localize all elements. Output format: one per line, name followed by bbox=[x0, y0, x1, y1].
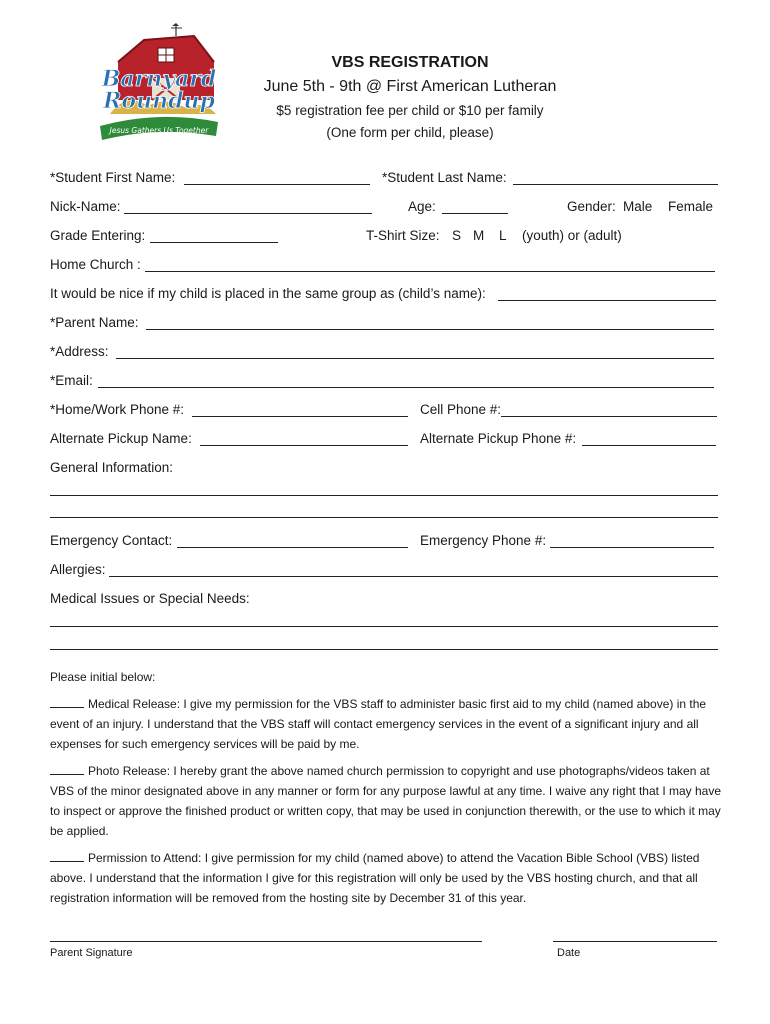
parent-signature-field[interactable] bbox=[50, 941, 482, 942]
medical-release-text: Medical Release: I give my permission for the VBS staff to administer basic first aid to my child (named above) in the event of an injury. I understand that the VBS staff will contact emergency services in the event of a significant injury and all expenses for such emergency services will be paid by me. bbox=[50, 697, 707, 751]
age-label: Age: bbox=[408, 199, 436, 214]
last-name-label: *Student Last Name: bbox=[382, 170, 507, 185]
gender-male-option[interactable]: Male bbox=[623, 199, 653, 214]
general-info-label: General Information: bbox=[50, 460, 174, 475]
one-form-note: (One form per child, please) bbox=[326, 125, 494, 140]
last-name-field[interactable] bbox=[513, 184, 718, 185]
email-field[interactable] bbox=[98, 387, 714, 388]
youth-adult-option[interactable]: (youth) or (adult) bbox=[522, 228, 622, 243]
photo-release-paragraph bbox=[50, 761, 730, 841]
home-phone-field[interactable] bbox=[192, 416, 408, 417]
home-church-field[interactable] bbox=[145, 271, 715, 272]
parent-signature-label: Parent Signature bbox=[50, 947, 133, 959]
photo-release-text: Photo Release: I hereby grant the above named church permission to copyright and use photographs/videos taken at VBS of the minor designated above in any manner or form for any purpose lawful at any time. I waive any right that I may have to inspect or approve the finished product or written copy, that may be used in conjunction therewith, or the use to which it may be applied. bbox=[50, 764, 722, 838]
tshirt-label: T-Shirt Size: bbox=[366, 228, 440, 243]
general-info-line-2[interactable] bbox=[50, 517, 718, 518]
home-church-label: Home Church : bbox=[50, 257, 141, 272]
medical-release-initial-field[interactable] bbox=[50, 695, 84, 708]
grade-label: Grade Entering: bbox=[50, 228, 146, 243]
form-title: VBS REGISTRATION bbox=[331, 54, 489, 71]
first-name-label: *Student First Name: bbox=[50, 170, 176, 185]
alt-pickup-phone-field[interactable] bbox=[582, 445, 716, 446]
allergies-label: Allergies: bbox=[50, 562, 106, 577]
medical-issues-line-1[interactable] bbox=[50, 626, 718, 627]
attend-permission-text: Permission to Attend: I give permission for my child (named above) to attend the Vacation Bible School (VBS) listed above. I understand that the information I give for this registration will only be used by the VBS hosting church, and that all registration information will be removed from the hosting site by December 31 of this year. bbox=[50, 851, 700, 905]
logo-text-roundup: Roundup bbox=[103, 88, 215, 114]
email-label: *Email: bbox=[50, 373, 93, 388]
size-s-option[interactable]: S bbox=[452, 228, 462, 243]
group-preference-label: It would be nice if my child is placed in the same group as (child’s name): bbox=[50, 286, 486, 301]
attend-permission-paragraph bbox=[50, 848, 730, 908]
home-phone-label: *Home/Work Phone #: bbox=[50, 402, 185, 417]
parent-name-field[interactable] bbox=[146, 329, 714, 330]
alt-pickup-name-field[interactable] bbox=[200, 445, 408, 446]
cell-phone-label: Cell Phone #: bbox=[420, 402, 502, 417]
event-dates: June 5th - 9th @ First American Lutheran bbox=[263, 78, 557, 95]
size-l-option[interactable]: L bbox=[499, 228, 507, 243]
barnyard-roundup-logo bbox=[96, 22, 222, 144]
emergency-phone-label: Emergency Phone #: bbox=[420, 533, 547, 548]
date-label: Date bbox=[557, 947, 581, 959]
address-label: *Address: bbox=[50, 344, 109, 359]
alt-pickup-phone-label: Alternate Pickup Phone #: bbox=[420, 431, 577, 446]
address-field[interactable] bbox=[116, 358, 714, 359]
initial-below-label: Please initial below: bbox=[50, 670, 156, 684]
medical-issues-line-2[interactable] bbox=[50, 649, 718, 650]
grade-field[interactable] bbox=[150, 242, 278, 243]
attend-permission-initial-field[interactable] bbox=[50, 849, 84, 862]
cell-phone-field[interactable] bbox=[501, 416, 717, 417]
size-m-option[interactable]: M bbox=[473, 228, 485, 243]
medical-release-paragraph bbox=[50, 694, 730, 754]
alt-pickup-name-label: Alternate Pickup Name: bbox=[50, 431, 192, 446]
general-info-line-1[interactable] bbox=[50, 495, 718, 496]
gender-female-option[interactable]: Female bbox=[668, 199, 714, 214]
emergency-contact-field[interactable] bbox=[177, 547, 408, 548]
allergies-field[interactable] bbox=[109, 576, 718, 577]
parent-name-label: *Parent Name: bbox=[50, 315, 139, 330]
medical-issues-label: Medical Issues or Special Needs: bbox=[50, 591, 250, 606]
date-field[interactable] bbox=[553, 941, 717, 942]
group-preference-field[interactable] bbox=[498, 300, 716, 301]
first-name-field[interactable] bbox=[184, 184, 370, 185]
gender-label: Gender: bbox=[567, 199, 616, 214]
nick-name-label: Nick-Name: bbox=[50, 199, 121, 214]
age-field[interactable] bbox=[442, 213, 508, 214]
nick-name-field[interactable] bbox=[124, 213, 372, 214]
logo-text-barnyard: Barnyard bbox=[101, 66, 217, 92]
emergency-phone-field[interactable] bbox=[550, 547, 714, 548]
fee-note: $5 registration fee per child or $10 per family bbox=[276, 103, 544, 118]
emergency-contact-label: Emergency Contact: bbox=[50, 533, 173, 548]
photo-release-initial-field[interactable] bbox=[50, 762, 84, 775]
logo-ribbon-text: Jesus Gathers Us Together bbox=[109, 126, 209, 135]
